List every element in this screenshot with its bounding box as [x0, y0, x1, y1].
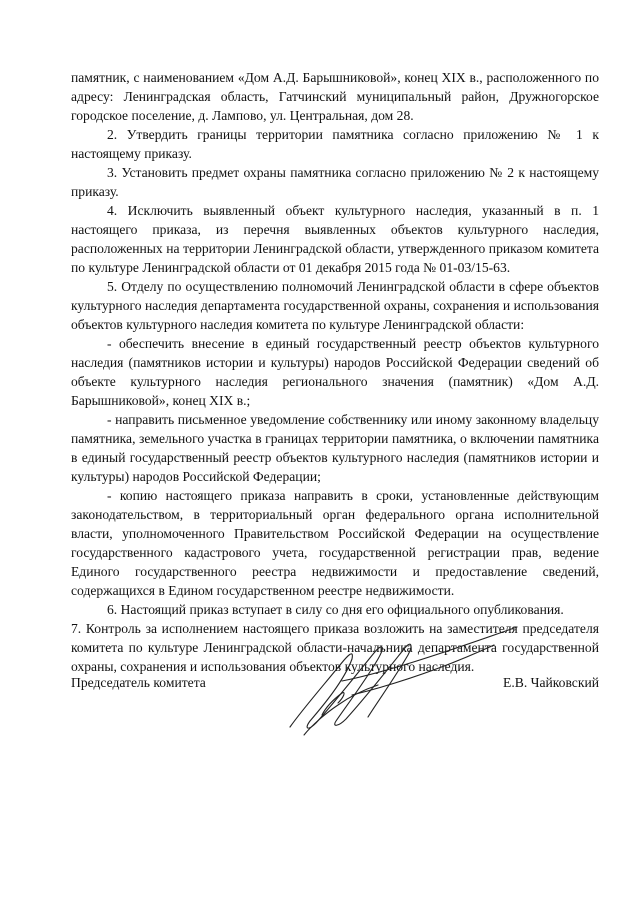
signatory-title: Председатель комитета: [71, 675, 206, 690]
paragraph-7: 7. Контроль за исполнением настоящего приказа возложить на заместителя председателя комитета по культуре Ленинградской области-начальника департамента государственной охраны, сохранения и использования объектов культурного наследия.: [71, 621, 599, 674]
signatory-name: Е.В. Чайковский: [503, 675, 599, 690]
paragraph-5-item-3: - копию настоящего приказа направить в сроки, установленные действующим законодательством, в территориальный орган федерального органа исполнительной власти, уполномоченного Правительством Российской Федерации на осуществление государственного кадастрового учета, государственной регистрации прав, ведение Единого государственного реестра недвижимости и предоставление сведений, содержащихся в Едином государственном реестре недвижимости.: [71, 488, 599, 598]
paragraph-6: 6. Настоящий приказ вступает в силу со дня его официального опубликования.: [107, 602, 564, 617]
document-body: [71, 68, 599, 676]
paragraph-5: 5. Отделу по осуществлению полномочий Ленинградской области в сфере объектов культурного наследия департамента государственной охраны, сохранения и использования объектов культурного наследия комитета по культуре Ленинградской области:: [71, 279, 599, 332]
paragraph-5-item-2: - направить письменное уведомление собственнику или иному законному владельцу памятника, земельного участка в границах территории памятника, о включении памятника в единый государственный реестр объектов культурного наследия (памятников истории и культуры) народов Российской Федерации;: [71, 412, 599, 484]
handwritten-signature-icon: [282, 615, 522, 740]
paragraph-2: 2. Утвердить границы территории памятника согласно приложению № 1 к настоящему приказу.: [71, 127, 599, 161]
paragraph-1-continuation: памятник, с наименованием «Дом А.Д. Барышниковой», конец XIX в., расположенного по адресу: Ленинградская область, Гатчинский муниципальный район, Дружногорское городское поселение, д. Лампово, ул. Центральная, дом 28.: [71, 70, 599, 123]
paragraph-5-item-1: - обеспечить внесение в единый государственный реестр объектов культурного наследия (памятников истории и культуры) народов Российской Федерации сведений об объекте культурного наследия регионального значения (памятник) «Дом А.Д. Барышниковой», конец XIX в.;: [71, 336, 599, 408]
paragraph-3: 3. Установить предмет охраны памятника согласно приложению № 2 к настоящему приказу.: [71, 165, 599, 199]
paragraph-4: 4. Исключить выявленный объект культурного наследия, указанный в п. 1 настоящего приказа, из перечня выявленных объектов культурного наследия, расположенных на территории Ленинградской области, утвержденного приказом комитета по культуре Ленинградской области от 01 декабря 2015 года № 01-03/15-63.: [71, 203, 599, 275]
